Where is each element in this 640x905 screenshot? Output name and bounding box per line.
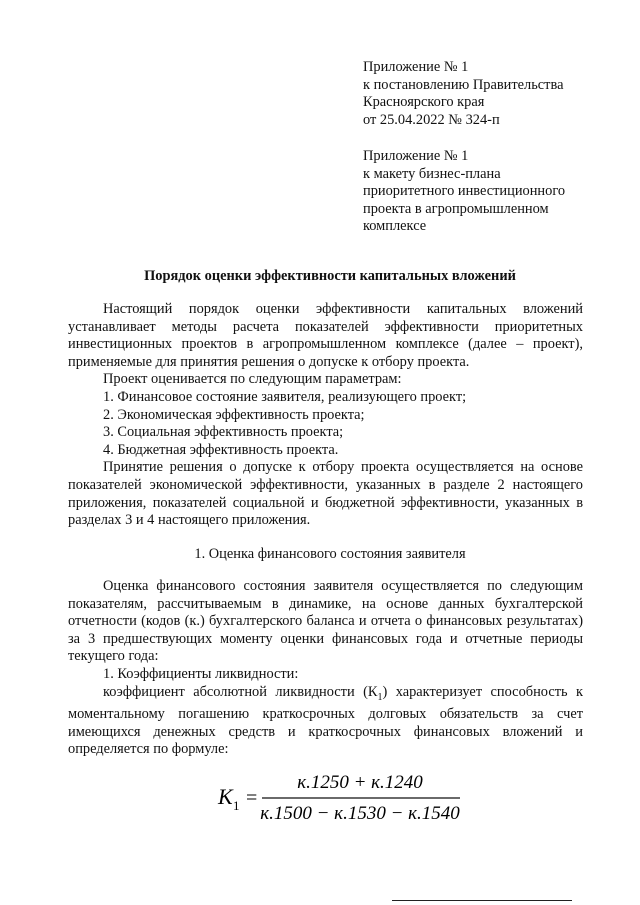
- annex-header-business-plan: [363, 148, 623, 236]
- section-heading: 1. Оценка финансового состояния заявителя: [194, 546, 466, 562]
- formula-equals: =: [246, 787, 258, 809]
- annex-line: Красноярского края: [363, 94, 485, 111]
- subscript: 1: [377, 691, 383, 703]
- paragraph-text: коэффициент абсолютной ликвидности (К: [103, 683, 378, 700]
- annex-line: к постановлению Правительства: [363, 76, 564, 93]
- annex-line: Приложение № 1: [363, 59, 469, 75]
- formula-denominator: к.1500 − к.1530 − к.1540: [260, 803, 460, 824]
- list-item: 2. Экономическая эффективность проекта;: [103, 406, 365, 423]
- annex-line: комплексе: [363, 218, 427, 235]
- formula-lhs: K: [218, 784, 233, 809]
- section-paragraph: [68, 684, 583, 759]
- annex-line: проекта в агропромышленном: [363, 200, 549, 217]
- footer-line: [392, 900, 572, 901]
- section-1-body: [68, 578, 583, 759]
- formula-lhs-subscript: 1: [233, 798, 240, 813]
- intro-paragraph: Принятие решения о допуске к отбору проекта осуществляется на основе показателей экономической эффективности, указанных в разделе 2 настоящего приложения, показателей социальной и бюджетной эффективности, указанных в разделах 3 и 4 настоящего приложения.: [68, 459, 583, 529]
- formula-numerator: к.1250 + к.1240: [297, 772, 423, 793]
- intro-paragraph: Настоящий порядок оценки эффективности капитальных вложений устанавливает методы расчета показателей эффективности приоритетных инвестиционных проектов в агропромышленном комплексе (далее – проект), применяемые для принятия решения о допуске к отбору проекта.: [68, 301, 583, 370]
- intro-paragraph: Проект оценивается по следующим параметрам:: [103, 371, 402, 388]
- liquidity-formula: [216, 766, 476, 826]
- intro-section: [68, 301, 583, 530]
- list-item: 1. Финансовое состояние заявителя, реализующего проект;: [103, 388, 467, 405]
- annex-line: к макету бизнес-плана: [363, 165, 501, 182]
- annex-line: от 25.04.2022 № 324-п: [363, 111, 500, 128]
- annex-header-resolution: [363, 59, 623, 129]
- section-paragraph: Оценка финансового состояния заявителя осуществляется по следующим показателям, рассчитываемым в динамике, на основе данных бухгалтерской отчетности (кодов (к.) бухгалтерского баланса и отчета о финансовых результатах) за 3 предшествующих моменту оценки финансовых года и отчетные периоды текущего года:: [68, 578, 583, 665]
- list-item: 3. Социальная эффективность проекта;: [103, 424, 344, 441]
- document-title: Порядок оценки эффективности капитальных вложений: [144, 268, 516, 284]
- paragraph-text: ) характеризует способность к моментальному погашению краткосрочных долговых обязательств за счет имеющихся денежных средств и краткосрочных финансовых вложений и определяется по формуле:: [68, 683, 583, 758]
- list-item: 4. Бюджетная эффективность проекта.: [103, 441, 339, 458]
- annex-line: Приложение № 1: [363, 148, 469, 164]
- section-paragraph: 1. Коэффициенты ликвидности:: [103, 665, 299, 682]
- annex-line: приоритетного инвестиционного: [363, 183, 566, 200]
